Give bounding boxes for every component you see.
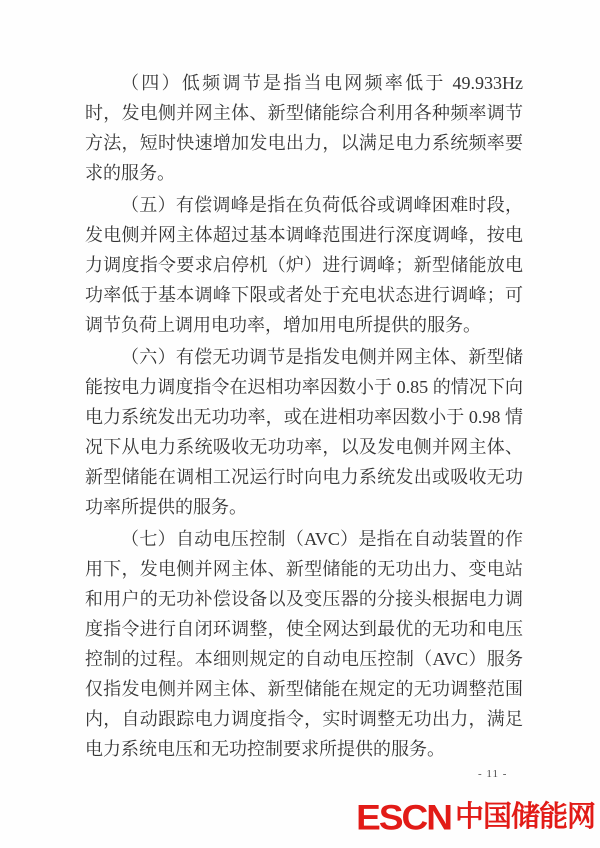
paragraph-4-low-frequency-regulation: （四）低频调节是指当电网频率低于 49.933Hz 时，发电侧并网主体、新型储能综合利用各种频率调节方法，短时快速增加发电出力，以满足电力系统频率要求的服务。 [85, 73, 523, 183]
paragraph-5-compensated-peak-shaving: （五）有偿调峰是指在负荷低谷或调峰困难时段，发电侧并网主体超过基本调峰范围进行深度调峰，按电力调度指令要求启停机（炉）进行调峰；新型储能放电功率低于基本调峰下限或者处于充电状态进行调峰；可调节负荷上调用电功率，增加用电所提供的服务。 [85, 195, 523, 335]
escn-watermark-logo [356, 799, 595, 836]
escn-logo-latin-text: ESCN [356, 798, 451, 837]
paragraph-7-automatic-voltage-control: （七）自动电压控制（AVC）是指在自动装置的作用下，发电侧并网主体、新型储能的无功出力、变电站和用户的无功补偿设备以及变压器的分接头根据电力调度指令进行自闭环调整，使全网达到最优的无功和电压控制的过程。本细则规定的自动电压控制（AVC）服务仅指发电侧并网主体、新型储能在规定的无功调整范围内，自动跟踪电力调度指令，实时调整无功出力，满足电力系统电压和无功控制要求所提供的服务。 [85, 529, 523, 759]
document-body [85, 68, 523, 766]
escn-logo-chinese-text: 中国储能网 [454, 801, 595, 833]
paragraph-6-compensated-reactive-power: （六）有偿无功调节是指发电侧并网主体、新型储能按电力调度指令在迟相功率因数小于 0.85 的情况下向电力系统发出无功功率，或在进相功率因数小于 0.98 情况下从电力系统吸收无功功率，以及发电侧并网主体、新型储能在调相工况运行时向电力系统发出或吸收无功功率所提供的服务。 [85, 347, 523, 517]
page-number: - 11 - [478, 768, 508, 780]
